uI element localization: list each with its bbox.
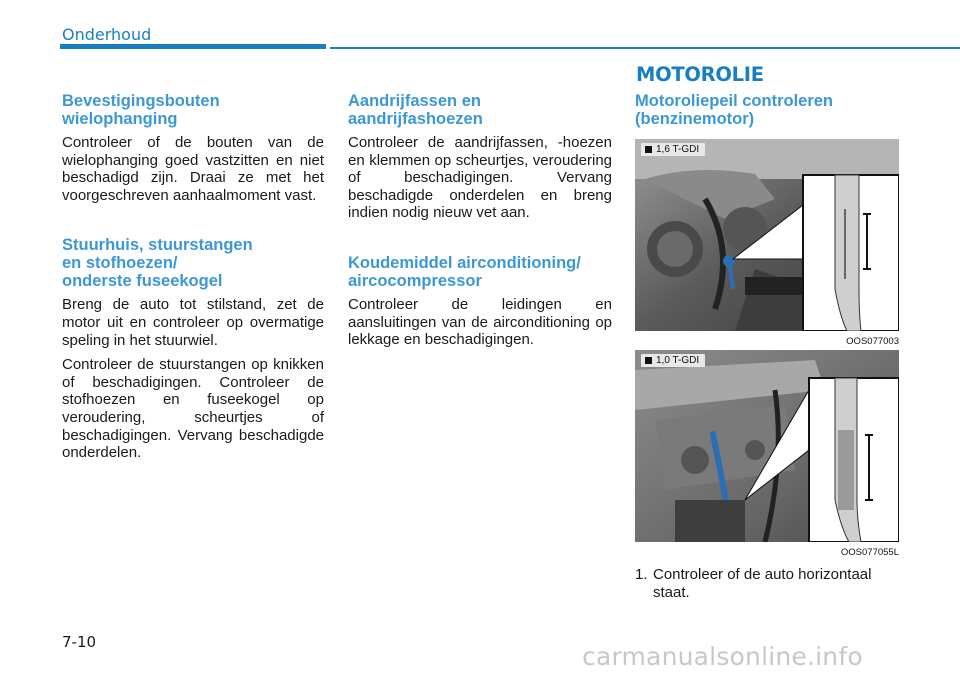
section-label: Onderhoud xyxy=(62,25,152,44)
step-text-line2: staat. xyxy=(653,583,690,601)
heading-wheel-suspension-bolts: Bevestigingsbouten wielophanging xyxy=(62,92,220,128)
column-3 xyxy=(635,92,899,134)
page-number: 7-10 xyxy=(62,633,97,651)
square-bullet-icon xyxy=(645,357,652,364)
engine-tag-1-6: 1,6 T-GDI xyxy=(641,143,705,156)
paragraph-steering-play: Breng de auto tot stilstand, zet de motor uit en controleer op overmatige speling in het stuurwiel. xyxy=(62,296,324,349)
watermark: carmanualsonline.info xyxy=(582,642,863,671)
heading-engine-oil-level: Motoroliepeil controleren (benzinemotor) xyxy=(635,92,834,128)
paragraph-air-conditioning: Controleer de leidingen en aansluitingen van de airconditioning op lekkage en beschadigingen. xyxy=(348,295,612,349)
engine-tag-1-0: 1,0 T-GDI xyxy=(641,354,705,367)
paragraph-drive-shafts: Controleer de aandrijfassen, -hoezen en klemmen op scheurtjes, veroudering of beschadigingen. Vervang beschadigde onderdelen en breng indien nodig nieuw vet aan. xyxy=(348,134,612,222)
header-bar-thick xyxy=(60,44,326,49)
column-2 xyxy=(348,92,612,356)
paragraph-suspension-bolts: Controleer of de bouten van de wielophanging goed vastzitten en niet beschadigd zijn. Draai ze met het voorgeschreven aanhaalmoment vast. xyxy=(62,134,324,204)
step-number: 1. xyxy=(635,566,648,583)
header-bar-thin xyxy=(330,47,960,49)
figure-engine-1-0 xyxy=(635,350,899,558)
chapter-title: MOTOROLIE xyxy=(636,63,764,86)
figure-engine-1-6 xyxy=(635,139,899,347)
step-1 xyxy=(635,566,899,601)
column-1 xyxy=(62,92,324,469)
heading-air-conditioning: Koudemiddel airconditioning/ aircocompressor xyxy=(348,253,581,290)
paragraph-steering-rods: Controleer de stuurstangen op knikken of beschadigingen. Controleer de stofhoezen en fuseekogel op veroudering, scheurtjes of beschadigingen. Vervang beschadigde onderdelen. xyxy=(62,356,324,462)
dipstick-engine-photo-icon xyxy=(635,350,899,542)
heading-drive-shafts: Aandrijfassen en aandrijfashoezen xyxy=(348,92,483,128)
square-bullet-icon xyxy=(645,146,652,153)
figure-code-2: OOS077055L xyxy=(837,546,899,558)
heading-steering: Stuurhuis, stuurstangen en stofhoezen/ onderste fuseekogel xyxy=(62,236,253,291)
step-text-line1: Controleer of de auto horizontaal xyxy=(653,566,872,583)
dipstick-engine-photo-icon xyxy=(635,139,899,331)
figure-code-1: OOS077003 xyxy=(842,335,899,347)
